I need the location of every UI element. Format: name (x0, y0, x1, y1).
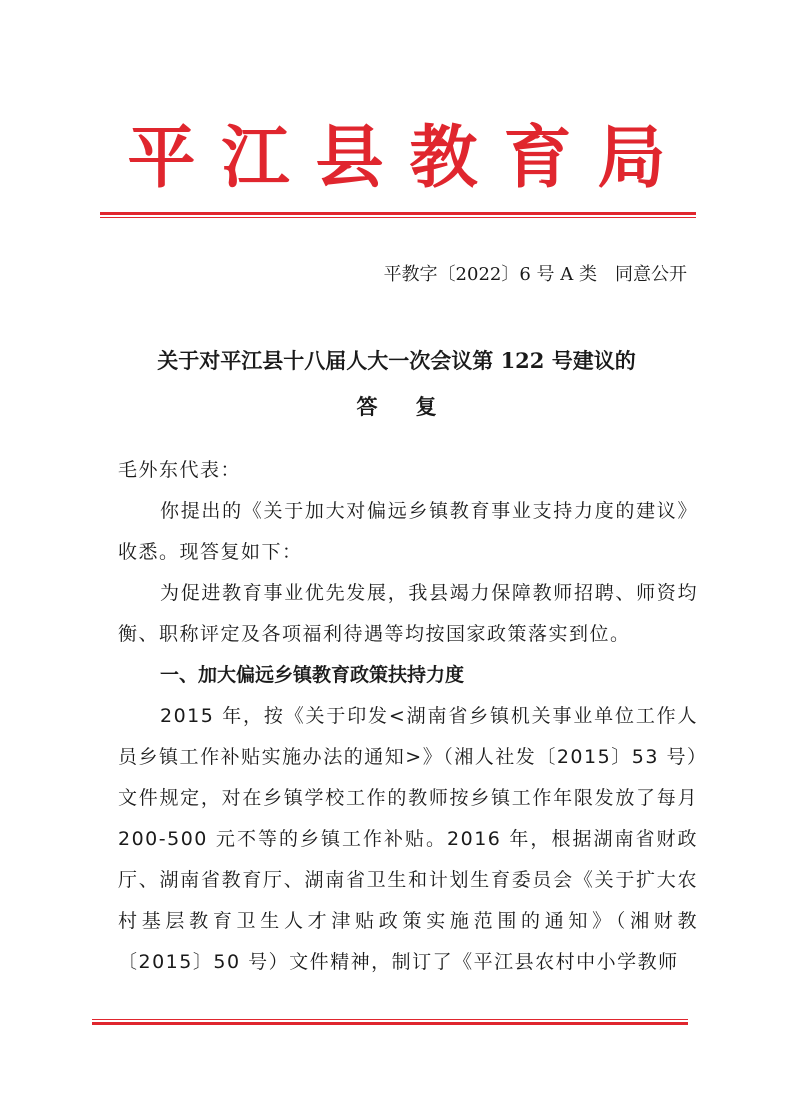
paragraph-text: 2015 年，按《关于印发<湖南省乡镇机关事业单位工作人员乡镇工作补贴实施办法的通知>》（湘人社发〔2015〕53 号）文件规定，对在乡镇学校工作的教师按乡镇工作年限发放了每月 200-500 元不等的乡镇工作补贴。2016 年，根据湖南省财政厅、湖南省教育厅、湖南省卫生和计划生育委员会《关于扩大农村基层教育卫生人才津贴政策实施范围的通知》（湘财教〔2015〕50 号）文件精神，制订了《平江县农村中小学教师 (118, 705, 698, 973)
salutation: 毛外东代表： (118, 459, 242, 481)
paragraph-acknowledgement (118, 491, 698, 573)
header-rule-thin (100, 217, 696, 218)
footer-rule-thick (92, 1022, 688, 1025)
header-rule-thick (100, 212, 696, 215)
organization-header: 平江县教育局 (127, 118, 692, 198)
paragraph-section-one (118, 696, 698, 983)
paragraph-intro (118, 573, 698, 655)
footer-rule-thin (92, 1019, 688, 1020)
document-number: 平教字〔2022〕6 号 A 类 同意公开 (383, 264, 687, 285)
paragraph-text: 为促进教育事业优先发展，我县竭力保障教师招聘、师资均衡、职称评定及各项福利待遇等均按国家政策落实到位。 (118, 582, 698, 645)
document-title-line1: 关于对平江县十八届人大一次会议第 122 号建议的 (157, 348, 636, 373)
document-title-line2: 答复 (356, 394, 475, 419)
paragraph-text: 你提出的《关于加大对偏远乡镇教育事业支持力度的建议》收悉。现答复如下： (118, 500, 698, 563)
section-heading: 一、加大偏远乡镇教育政策扶持力度 (160, 664, 465, 686)
